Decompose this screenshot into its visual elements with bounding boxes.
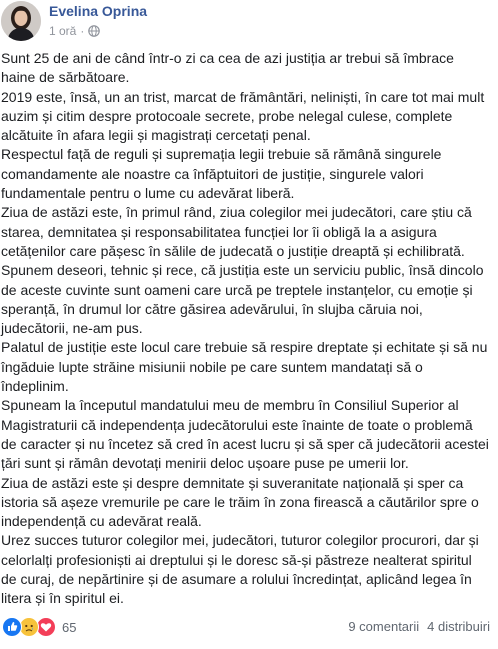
reactions-summary[interactable] bbox=[2, 617, 76, 637]
post-paragraph: Urez succes tuturor colegilor mei, judecători, tuturor colegilor procurori, dar și celorlalți profesioniști ai dreptului și le doresc să-și păstreze nealterat spiritul de curaj, de nepărtinire și de asumare a rolului încredințat, aplicând legea în litera și în spiritul ei. bbox=[1, 532, 479, 607]
post-paragraph: Spunem deseori, tehnic și rece, că justiția este un serviciu public, însă dincolo de aceste cuvinte sunt oameni care urcă pe treptele instanțelor, cu emoție și speranță, în drumul lor către găsirea adevărului, în slujba căruia noi, judecătorii, ne-am pus. bbox=[1, 262, 484, 337]
reactions-count[interactable]: 65 bbox=[62, 619, 77, 635]
comments-count-link[interactable]: 9 comentarii bbox=[348, 619, 420, 634]
sad-icon bbox=[19, 617, 39, 637]
author-avatar[interactable] bbox=[1, 1, 41, 41]
like-icon bbox=[2, 617, 22, 637]
shares-count-link[interactable]: 4 distribuiri bbox=[427, 619, 490, 634]
post-text bbox=[1, 49, 491, 609]
globe-icon[interactable] bbox=[88, 25, 100, 37]
post-paragraph: Respectul față de reguli și supremația legii trebuie să rămână singurele comandamente ale noastre ca înfăptuitori de justiție, singurele valori fundamentale pentru o lume cu adevărat liberă. bbox=[1, 146, 442, 202]
post-header bbox=[0, 0, 498, 46]
profile-photo-icon bbox=[1, 1, 41, 41]
post-paragraph: Ziua de astăzi este, în primul rând, ziua colegilor mei judecători, care știu că starea, demnitatea și responsabilitatea funcției lor îi obligă la a asigura cetățenilor care pășesc în sălile de judecată o justiție dreaptă și echilibrată. bbox=[1, 204, 472, 259]
post-paragraph: Ziua de astăzi este și despre demnitate și suveranitate națională și sper ca istoria să așeze vremurile pe care le trăim în zona firească a căutărilor spre o independență cu adevărat reală. bbox=[1, 474, 479, 530]
post-footer bbox=[0, 614, 498, 638]
post-paragraph: Sunt 25 de ani de când într-o zi ca cea de azi justiția ar trebui să îmbrace haine de sărbătoare. bbox=[1, 50, 454, 86]
author-name[interactable]: Evelina Oprina bbox=[49, 3, 148, 19]
post-timestamp[interactable]: 1 oră bbox=[49, 24, 77, 38]
post-paragraph: 2019 este, însă, un an trist, marcat de frământări, neliniști, în care tot mai mult auzim și citim despre protocoale secrete, probe nelegal culese, complete alcătuite în afara legii și magistrați cercetați penal. bbox=[1, 88, 485, 144]
post-paragraph: Palatul de justiție este locul care trebuie să respire dreptate și echitate și să nu îngăduie lupte străine misiunii nobile pe care suntem mandatați să o îndeplinim. bbox=[1, 339, 488, 395]
post-paragraph: Spuneam la începutul mandatului meu de membru în Consiliul Superior al Magistraturii că independența judecătorului este înainte de toate o problemă de caracter și nu încetez să cred în acest lucru și să sper că judecătorii acestei țări sunt și rămân devotați menirii deloc ușoare puse pe umerii lor. bbox=[1, 397, 489, 472]
meta-separator: · bbox=[80, 24, 85, 38]
post-meta bbox=[49, 24, 100, 38]
love-icon bbox=[36, 617, 56, 637]
post-stats bbox=[348, 619, 490, 634]
